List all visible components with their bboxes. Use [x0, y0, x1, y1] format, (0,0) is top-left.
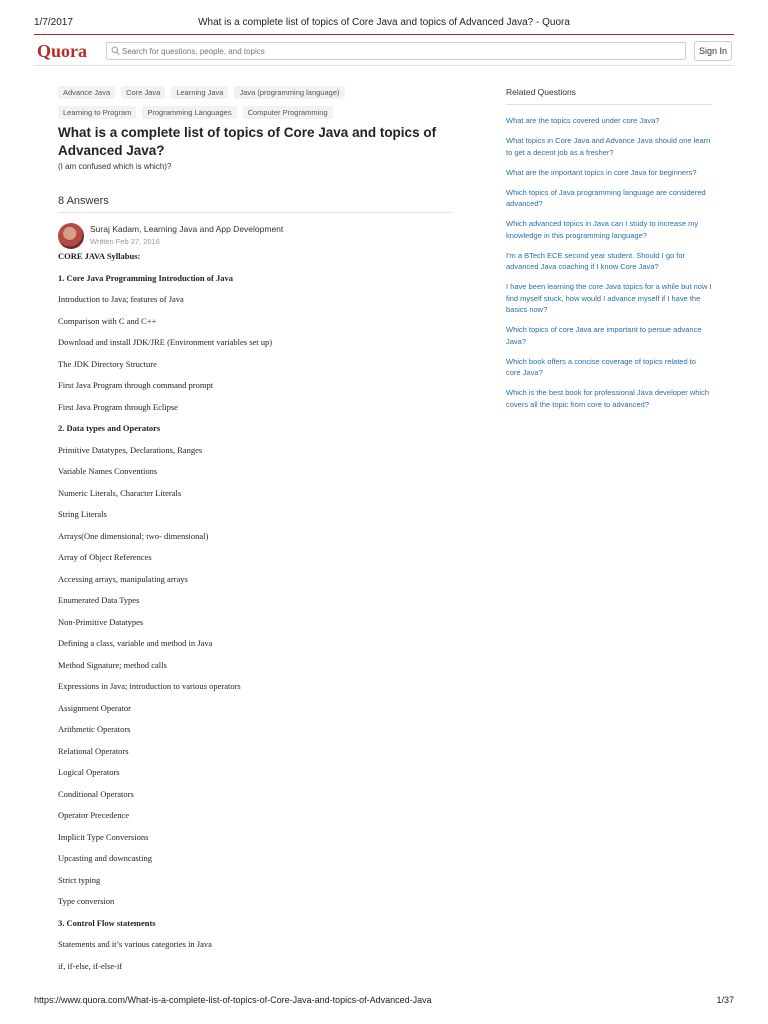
author-avatar[interactable]	[58, 223, 84, 249]
answer-heading: 3. Control Flow statements	[58, 917, 156, 928]
answer-heading: CORE JAVA Syllabus:	[58, 251, 141, 261]
print-page-title: What is a complete list of topics of Core Java and topics of Advanced Java? - Quora	[198, 17, 570, 28]
related-question-link[interactable]: Which is the best book for professional Java developer which covers all the topic from core to advanced?	[506, 388, 710, 409]
answer-line: Method Signature; method calls	[58, 659, 167, 670]
related-question-link[interactable]: I'm a BTech ECE second year student. Should I go for advanced Java coaching if I know Core Java?	[506, 250, 686, 271]
topic-row	[58, 86, 458, 106]
related-question-link[interactable]: What topics in Core Java and Advance Java should one learn to get a decent job as a fresher?	[506, 136, 711, 157]
answer-line: Download and install JDK/JRE (Environment variables set up)	[58, 337, 273, 347]
topic-tag[interactable]: Programming Languages	[142, 106, 236, 119]
answer-line: Implicit Type Conversions	[58, 831, 149, 842]
related-question-link[interactable]: Which advanced topics in Java can I study to increase my knowledge in this programming language?	[506, 219, 699, 240]
answer-line: Type conversion	[58, 896, 115, 906]
answer-line: Logical Operators	[58, 767, 120, 777]
answer-line: if, if-else, if-else-if	[58, 960, 123, 971]
related-heading: Related Questions	[506, 87, 576, 97]
topic-tag[interactable]: Core Java	[121, 86, 165, 99]
divider	[58, 212, 451, 213]
answer-line: Non-Primitive Datatypes	[58, 616, 144, 627]
answer-line: Upcasting and downcasting	[58, 853, 152, 863]
answer-line: Conditional Operators	[58, 788, 134, 799]
answer-line: Array of Object References	[58, 552, 152, 562]
search-box[interactable]	[106, 42, 686, 60]
search-icon	[111, 46, 120, 56]
answer-line: Relational Operators	[58, 745, 129, 756]
answer-line: Primitive Datatypes, Declarations, Ranges	[58, 444, 203, 455]
author-name[interactable]: Suraj Kadam, Learning Java and App Development	[90, 224, 284, 234]
answer-heading: 2. Data types and Operators	[58, 423, 161, 433]
answer-body	[58, 248, 458, 979]
topic-tag[interactable]: Learning Java	[171, 86, 228, 99]
related-question-link[interactable]: What are the important topics in core Java for beginners?	[506, 167, 697, 177]
answer-line: Numeric Literals, Character Literals	[58, 487, 182, 498]
related-questions	[506, 87, 712, 419]
related-question-link[interactable]: I have been learning the core Java topics for a while but now I find myself stuck, how would I advance myself if I have the basics now?	[506, 282, 712, 314]
sign-in-button[interactable]: Sign In	[694, 41, 732, 61]
answers-count: 8 Answers	[58, 195, 109, 207]
top-bar	[34, 34, 734, 66]
question-detail: (I am confused which is which)?	[58, 162, 172, 171]
answer-line: The JDK Directory Structure	[58, 358, 157, 369]
topic-tag[interactable]: Computer Programming	[243, 106, 333, 119]
print-footer	[0, 995, 768, 1009]
answer-line: Defining a class, variable and method in Java	[58, 638, 213, 648]
topic-tag[interactable]: Advance Java	[58, 86, 115, 99]
page-number: 1/37	[716, 995, 734, 1005]
answer-line: Variable Names Conventions	[58, 466, 158, 476]
topic-tag[interactable]: Java (programming language)	[234, 86, 344, 99]
answer-line: Arithmetic Operators	[58, 724, 131, 734]
answer-line: First Java Program through Eclipse	[58, 401, 178, 412]
print-header	[0, 17, 768, 31]
topic-row	[58, 106, 458, 126]
answer-line: Introduction to Java; features of Java	[58, 294, 184, 304]
related-question-link[interactable]: Which topics of Java programming language are considered advanced?	[506, 187, 706, 208]
answer-line: Accessing arrays, manipulating arrays	[58, 573, 188, 584]
answer-line: Operator Precedence	[58, 810, 130, 820]
search-input[interactable]	[122, 43, 677, 59]
topic-tag[interactable]: Learning to Program	[58, 106, 136, 119]
answer-line: First Java Program through command prompt	[58, 380, 214, 390]
answer-heading: 1. Core Java Programming Introduction of Java	[58, 272, 233, 283]
answer-line: Statements and it’s various categories in Java	[58, 939, 212, 949]
answer-line: Comparison with C and C++	[58, 315, 157, 326]
topic-tags	[58, 86, 458, 126]
answer-line: Strict typing	[58, 874, 101, 885]
answer-line: String Literals	[58, 509, 107, 519]
related-question-link[interactable]: Which book offers a concise coverage of topics related to core Java?	[506, 356, 696, 377]
divider	[506, 104, 712, 105]
answer-line: Assignment Operator	[58, 702, 131, 713]
answer-line: Enumerated Data Types	[58, 595, 140, 605]
print-url: https://www.quora.com/What-is-a-complete-list-of-topics-of-Core-Java-and-topics-of-Advanced-Java	[34, 995, 432, 1005]
related-list	[506, 115, 712, 410]
print-date: 1/7/2017	[34, 17, 73, 28]
question-title: What is a complete list of topics of Core Java and topics of Advanced Java?	[58, 125, 437, 158]
related-question-link[interactable]: Which topics of core Java are important to persue advance Java?	[506, 325, 702, 346]
answer-line: Expressions in Java; introduction to various operators	[58, 681, 241, 691]
answer-date: Written Feb 27, 2016	[90, 237, 160, 246]
quora-logo[interactable]: Quora	[37, 41, 88, 61]
answer-line: Arrays(One dimensional; two- dimensional)	[58, 530, 209, 541]
related-question-link[interactable]: What are the topics covered under core Java?	[506, 116, 660, 125]
